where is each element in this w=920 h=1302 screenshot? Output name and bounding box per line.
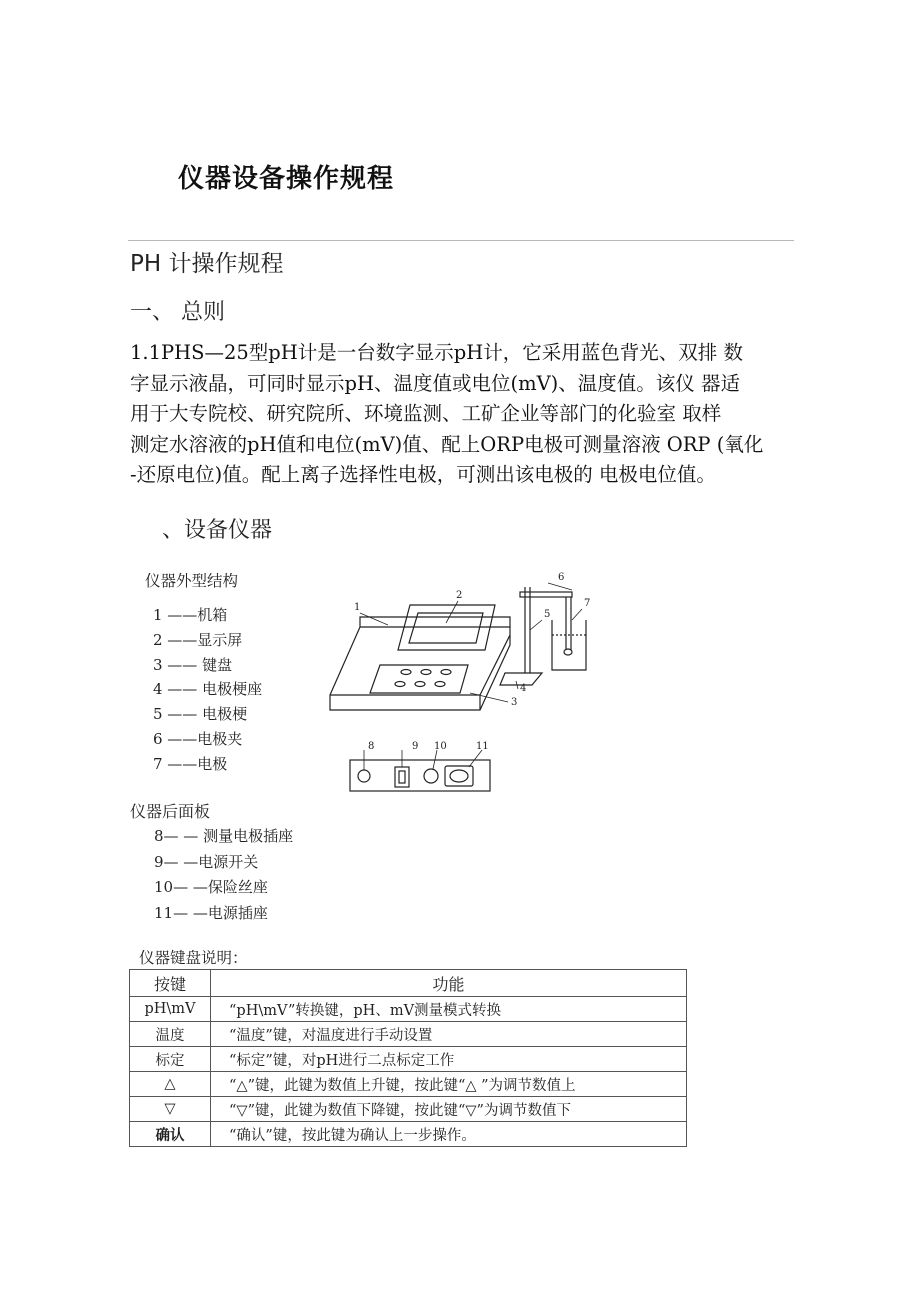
table-row xyxy=(130,997,687,1022)
table-header-function: 功能 xyxy=(211,970,687,997)
rear-title: 仪器后面板 xyxy=(130,802,211,821)
table-header-row xyxy=(130,970,687,997)
rear-item: 10— —保险丝座 xyxy=(154,878,268,896)
paragraph-line: 用于大专院校、研究院所、环境监测、工矿企业等部门的化验室 取样 xyxy=(130,402,722,425)
legend-item: 7 ——电极 xyxy=(153,754,228,773)
table-row xyxy=(130,1022,687,1047)
section-title: PH 计操作规程 xyxy=(130,251,284,277)
legend-item: 6 ——电极夹 xyxy=(153,729,243,748)
header-divider xyxy=(128,240,794,241)
structure-title: 仪器外型结构 xyxy=(145,572,239,590)
beaker xyxy=(552,620,586,670)
function-cell: “pH\mV”转换键，pH、mV测量模式转换 xyxy=(211,997,687,1022)
structure-legend xyxy=(153,603,262,777)
rear-item: 9— —电源开关 xyxy=(154,852,259,871)
key-cell: ▽ xyxy=(130,1097,211,1122)
paragraph-line: 1.1PHS—25型pH计是一台数字显示pH计，它采用蓝色背光、双排 数 xyxy=(130,341,743,364)
key-cell: △ xyxy=(130,1072,211,1097)
panel-label-9: 9 xyxy=(412,741,419,752)
key-cell: 温度 xyxy=(130,1022,211,1047)
power-switch xyxy=(395,767,409,787)
rear-panel-diagram xyxy=(345,735,495,797)
panel-label-8: 8 xyxy=(368,741,375,752)
diagram-label-3: 3 xyxy=(511,697,518,708)
key-cell: 确认 xyxy=(130,1122,211,1147)
measure-socket xyxy=(358,770,370,782)
legend-item: 2 ——显示屏 xyxy=(153,630,243,649)
panel-label-10: 10 xyxy=(434,741,447,752)
panel-label-11: 11 xyxy=(476,741,489,752)
function-cell: “▽”键，此键为数值下降键，按此键“▽”为调节数值下 xyxy=(211,1097,687,1122)
table-row xyxy=(130,1047,687,1072)
paragraph-line: 测定水溶液的pH值和电位(mV)值、配上ORP电极可测量溶液 ORP (氧化 xyxy=(130,432,764,456)
page-title: 仪器设备操作规程 xyxy=(178,164,395,194)
function-cell: “确认”键，按此键为确认上一步操作。 xyxy=(211,1122,687,1147)
function-cell: “△”键，此键为数值上升键，按此键“△ ”为调节数值上 xyxy=(211,1072,687,1097)
table-row xyxy=(130,1072,687,1097)
key-cell: 标定 xyxy=(130,1047,211,1072)
rear-legend xyxy=(154,824,293,926)
fuse-holder xyxy=(424,769,438,783)
legend-item: 4 —— 电极梗座 xyxy=(153,680,263,699)
legend-item: 5 —— 电极梗 xyxy=(153,705,248,724)
legend-item: 3 —— 键盘 xyxy=(153,655,233,674)
diagram-label-4: 4 xyxy=(520,683,527,694)
heading-equipment: 、设备仪器 xyxy=(162,518,273,543)
keyboard-table xyxy=(129,969,687,1147)
intro-paragraph xyxy=(130,338,790,491)
paragraph-line: 字显示液晶，可同时显示pH、温度值或电位(mV)、温度值。该仪 器适 xyxy=(130,371,740,395)
diagram-label-1: 1 xyxy=(354,602,361,613)
paragraph-line: -还原电位)值。配上离子选择性电极，可测出该电极的 电极电位值。 xyxy=(130,463,716,486)
keyboard-title: 仪器键盘说明： xyxy=(139,949,248,967)
table-row xyxy=(130,1122,687,1147)
diagram-label-6: 6 xyxy=(558,572,565,583)
diagram-label-7: 7 xyxy=(584,598,591,609)
diagram-label-5: 5 xyxy=(544,609,551,620)
rear-item: 8— — 测量电极插座 xyxy=(154,827,294,845)
instrument-diagram xyxy=(320,565,610,730)
heading-general: 一、 总则 xyxy=(130,300,225,325)
function-cell: “温度”键，对温度进行手动设置 xyxy=(211,1022,687,1047)
table-row xyxy=(130,1097,687,1122)
function-cell: “标定”键，对pH进行二点标定工作 xyxy=(211,1047,687,1072)
rear-item: 11— —电源插座 xyxy=(154,903,268,922)
diagram-label-2: 2 xyxy=(456,590,463,601)
keypad-outline xyxy=(370,665,468,693)
key-cell: pH\mV xyxy=(130,997,211,1022)
table-header-key: 按键 xyxy=(130,970,211,997)
power-socket xyxy=(445,766,473,786)
electrode-clamp xyxy=(520,592,572,597)
legend-item: 1 ——机箱 xyxy=(153,606,228,624)
